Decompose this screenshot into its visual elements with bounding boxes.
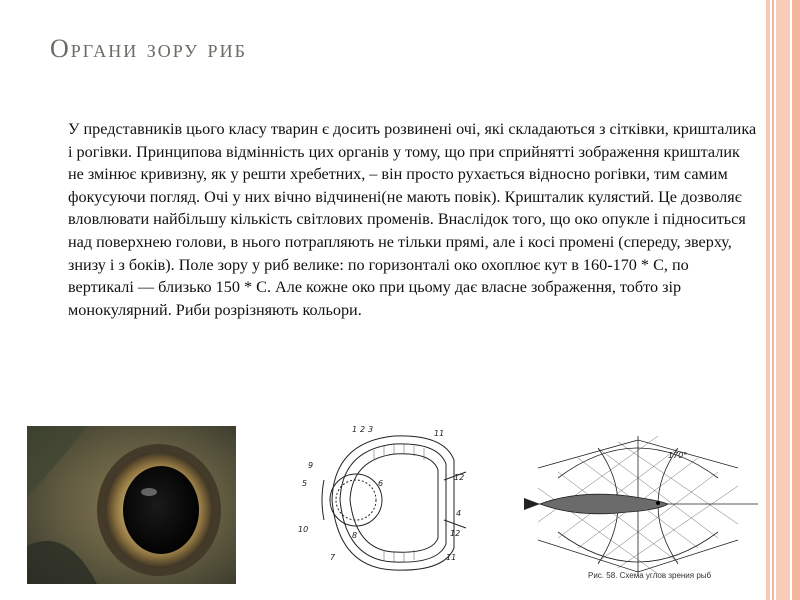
eye-anatomy-diagram <box>294 420 470 582</box>
fov-caption: Рис. 58. Схема углов зрения рыб <box>588 571 712 580</box>
stripe <box>772 0 774 600</box>
anatomy-label: 9 <box>308 461 314 470</box>
stripe <box>766 0 770 600</box>
anatomy-label: 1 <box>352 425 358 434</box>
anatomy-label: 7 <box>330 553 336 562</box>
stripe <box>776 0 790 600</box>
decorative-stripes <box>766 0 800 600</box>
stripe <box>792 0 800 600</box>
anatomy-label: 4 <box>456 509 462 518</box>
anatomy-label: 8 <box>352 531 358 540</box>
slide-body-text: У представників цього класу тварин є досить розвинені очі, які складаються з сітківки, кришталика і рогівки. Принципова відмінність цих органів у тому, що при сприйнятті зображення кришталик не змінює кривизну, як у решти хребетних, – він просто рухається відносно рогівки, тим самим фокусуючи погляд. Очі у них вічно відчинені(не мають повік). Кришталик кулястий. Це дозволяє вловлювати найбільшу кількість світлових променів. Внаслідок того, що око опукле і підноситься над поверхнею голови, в нього потрапляють не тільки прямі, але і косі промені (спереду, зверху, знизу і з боків). Поле зору у риб велике: по горизонталі око охоплює кут в 160-170 * С, по вертикалі — близько 150 * С. Але кожне око при цьому дає власне зображення, тобто зір монокулярний. Риби розрізняють кольори. <box>68 120 757 319</box>
anatomy-label: 12 <box>450 529 461 538</box>
anatomy-label: 6 <box>378 479 384 488</box>
fish-eye-photo <box>27 426 236 584</box>
slide-title: Органи зору риб <box>50 34 247 63</box>
anatomy-label: 11 <box>446 553 457 562</box>
anatomy-label: 11 <box>434 429 445 438</box>
anatomy-label: 5 <box>302 479 308 488</box>
anatomy-label: 2 <box>360 425 366 434</box>
anatomy-label: 3 <box>368 425 374 434</box>
anatomy-label: 10 <box>298 525 309 534</box>
fov-angle-label: 170° <box>668 451 688 460</box>
fish-field-of-view-diagram <box>518 428 764 582</box>
anatomy-label: 12 <box>454 473 465 482</box>
